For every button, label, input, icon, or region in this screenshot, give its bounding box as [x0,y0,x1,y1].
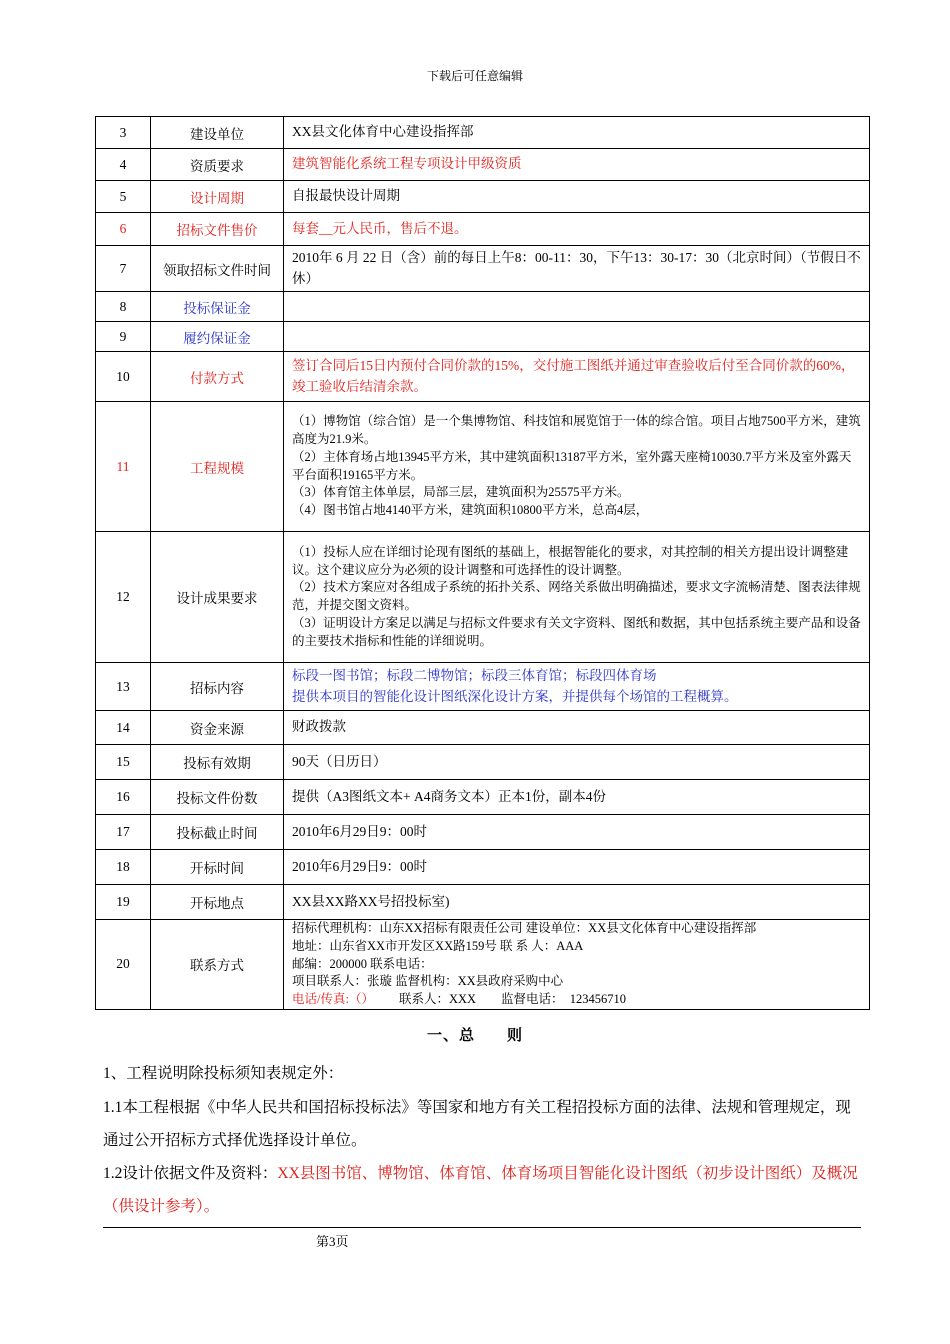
row-label: 投标截止时间 [151,815,284,850]
content-line: 项目联系人：张璇 监督机构：XX县政府采购中心 [292,974,564,989]
row-content [284,402,870,532]
row-number: 10 [96,352,151,402]
table-row [96,246,870,292]
row-number: 11 [96,402,151,532]
page-number: 第3页 [316,1234,349,1249]
content-line: （1）博物馆（综合馆）是一个集博物馆、科技馆和展览馆于一体的综合馆。项目占地7500平方米，建筑高度为21.9米。 [292,414,861,446]
content-line: （2）主体育场占地13945平方米，其中建筑面积13187平方米，室外露天座椅10030.7平方米及室外露天平台面积19165平方米。 [292,449,852,482]
tender-info-table [95,116,870,1010]
row-content [284,663,870,711]
row-label: 投标有效期 [151,745,284,780]
row-number: 18 [96,850,151,885]
row-number: 8 [96,292,151,322]
table-row [96,920,870,1010]
row-content: XX县XX路XX号招投标室) [284,885,870,920]
footer-divider [103,1227,861,1228]
table-row [96,117,870,149]
paragraph-3-red: XX县图书馆、博物馆、体育馆、体育场项目智能化设计图纸（初步设计图纸）及概况（供设计参考）。 [103,1165,858,1215]
content-line: 提供本项目的智能化设计图纸深化设计方案，并提供每个场馆的工程概算。 [292,688,738,704]
row-number: 13 [96,663,151,711]
table-row [96,181,870,213]
row-label: 资金来源 [151,711,284,745]
row-number: 7 [96,246,151,292]
row-label: 投标保证金 [151,292,284,322]
row-label: 付款方式 [151,352,284,402]
row-content [284,292,870,322]
row-number: 20 [96,920,151,1010]
table-row [96,663,870,711]
paragraph-2: 1.1本工程根据《中华人民共和国招标投标法》等国家和地方有关工程招投标方面的法律、法规和管理规定，现通过公开招标方式择优选择设计单位。 [103,1099,851,1149]
content-line: （3）证明设计方案足以满足与招标文件要求有关文字资料、图纸和数据，其中包括系统主要产品和设备的主要技术指标和性能的详细说明。 [292,615,861,648]
row-content: 建筑智能化系统工程专项设计甲级资质 [284,149,870,181]
row-content: 90天（日历日） [284,745,870,780]
row-content: 2010年6月29日9：00时 [284,815,870,850]
content-line [292,991,861,1009]
row-content: 2010年 6 月 22 日（含）前的每日上午8：00-11：30，下午13：30-17：30（北京时间）（节假日不休） [284,246,870,292]
row-number: 15 [96,745,151,780]
table-row [96,213,870,246]
row-content: 2010年6月29日9：00时 [284,850,870,885]
row-label: 联系方式 [151,920,284,1010]
content-line: 标段一图书馆；标段二博物馆；标段三体育馆；标段四体育场 [292,668,657,684]
row-number: 9 [96,322,151,352]
row-label: 开标地点 [151,885,284,920]
row-content [284,532,870,663]
row-label: 招标文件售价 [151,213,284,246]
table-row [96,745,870,780]
row-number: 4 [96,149,151,181]
paragraph-3 [103,1157,863,1223]
row-number: 17 [96,815,151,850]
table-row [96,292,870,322]
row-content: 自报最快设计周期 [284,181,870,213]
content-line: 地址：山东省XX市开发区XX路159号 联 系 人：AAA [292,938,584,953]
fax-label: 电话/传真:（） [292,992,374,1006]
row-number: 3 [96,117,151,149]
row-number: 6 [96,213,151,246]
table-row [96,532,870,663]
row-number: 16 [96,780,151,815]
table-row [96,885,870,920]
paragraph-3-prefix: 1.2设计依据文件及资料： [103,1165,278,1182]
row-label: 开标时间 [151,850,284,885]
row-number: 12 [96,532,151,663]
content-line: （1）投标人应在详细讨论现有图纸的基础上，根据智能化的要求，对其控制的相关方提出设计调整建议。这个建议应分为必须的设计调整和可选择性的设计调整。 [292,544,849,577]
row-label: 履约保证金 [151,322,284,352]
row-label: 资质要求 [151,149,284,181]
content-line: 邮编：200000 联系电话： [292,956,433,971]
row-label: 设计成果要求 [151,532,284,663]
row-content: 提供（A3图纸文本+ A4商务文本）正本1份，副本4份 [284,780,870,815]
content-line: （3）体育馆主体单层，局部三层，建筑面积为25575平方米。 [292,485,630,500]
page-header: 下载后可任意编辑 [426,69,523,83]
row-number: 14 [96,711,151,745]
section-title: 一、总 则 [426,1028,523,1044]
row-content: 签订合同后15日内预付合同价款的15%，交付施工图纸并通过审查验收后付至合同价款的60%，竣工验收后结清余款。 [284,352,870,402]
table-row [96,149,870,181]
content-line: 招标代理机构：山东XX招标有限责任公司 建设单位：XX县文化体育中心建设指挥部 [292,921,757,935]
row-label: 工程规模 [151,402,284,532]
row-content: 每套__元人民币，售后不退。 [284,213,870,246]
table-row [96,352,870,402]
contact-rest: 联系人：XXX 监督电话： 123456710 [373,992,627,1006]
row-content [284,322,870,352]
content-line: （2）技术方案应对各组成子系统的拓扑关系、网络关系做出明确描述，要求文字流畅清楚、图表法律规范，并提交图文资料。 [292,580,861,612]
row-number: 5 [96,181,151,213]
row-content: 财政拨款 [284,711,870,745]
paragraph-1: 1、工程说明除投标须知表规定外： [103,1065,344,1082]
table-row [96,780,870,815]
row-label: 投标文件份数 [151,780,284,815]
row-content: XX县文化体育中心建设指挥部 [284,117,870,149]
row-label: 建设单位 [151,117,284,149]
row-content [284,920,870,1010]
row-label: 领取招标文件时间 [151,246,284,292]
table-row [96,322,870,352]
table-row [96,711,870,745]
row-label: 招标内容 [151,663,284,711]
table-row [96,850,870,885]
row-label: 设计周期 [151,181,284,213]
table-row [96,402,870,532]
row-number: 19 [96,885,151,920]
content-line: （4）图书馆占地4140平方米，建筑面积10800平方米，总高4层， [292,503,649,517]
table-row [96,815,870,850]
